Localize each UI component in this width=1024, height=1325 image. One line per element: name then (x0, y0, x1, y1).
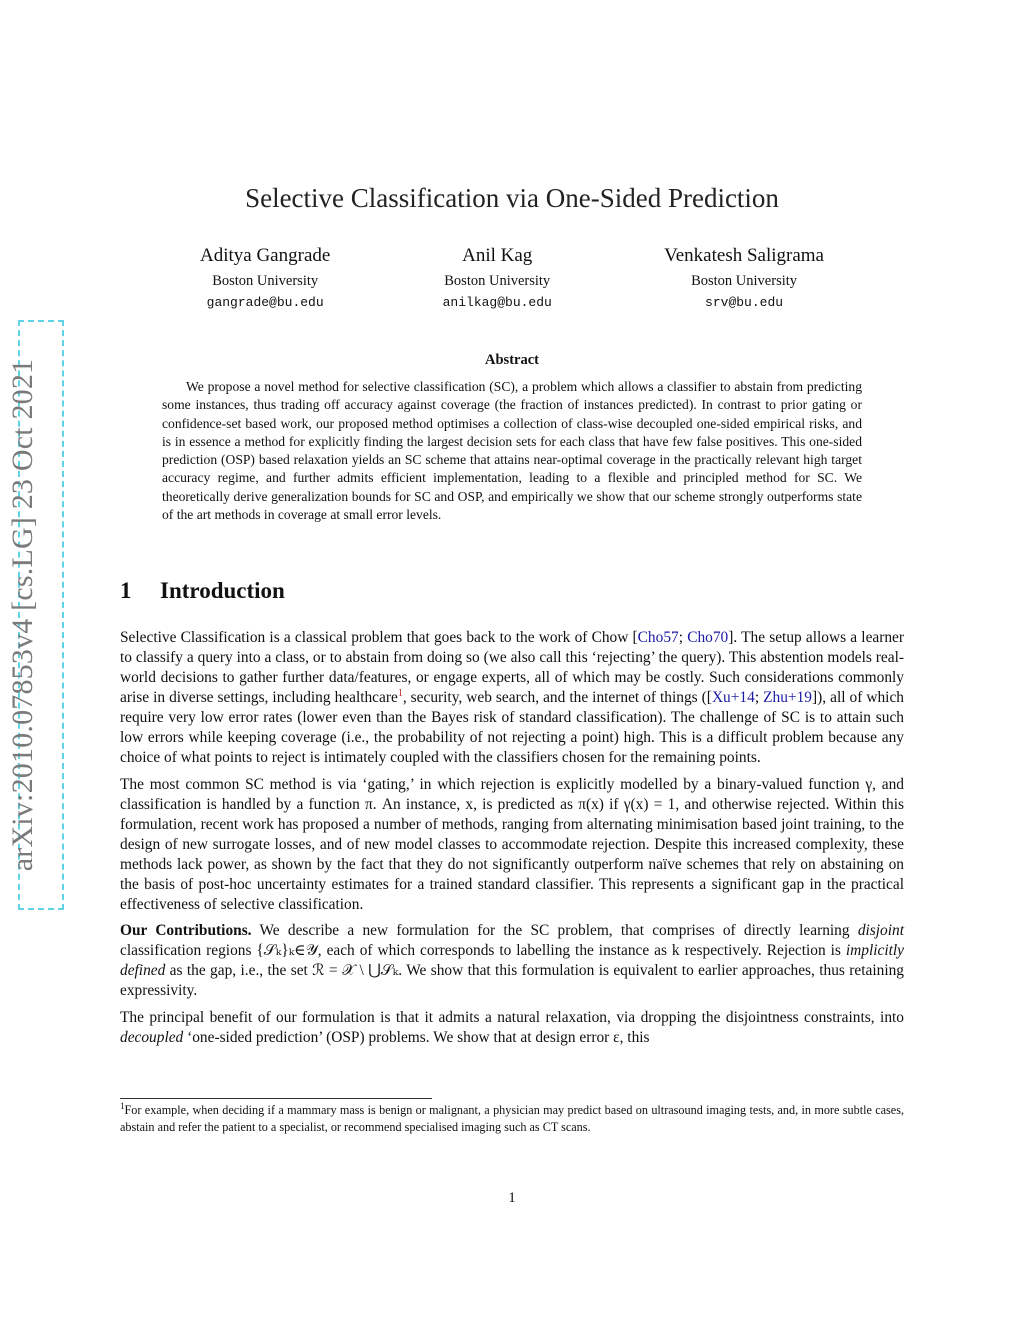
abstract-heading: Abstract (485, 352, 539, 368)
author-name: Anil Kag (462, 245, 533, 266)
text-run: ]. The setup allows a learner to classify a query into a class, or to abstain from doing so (we also call this ‘rejecting’ the query). This abstention models real-world decisions to gather further data/features, or engage experts, all of which may be costly. Such considerations commonly arise in diverse settings, including healthcare (120, 629, 905, 706)
text-run: ‘one-sided prediction’ (OSP) problems. We show that at design error ε, this (183, 1028, 650, 1046)
arxiv-stamp: arXiv:2010.07853v4 [cs.LG] 23 Oct 2021 (6, 358, 39, 872)
text-run: classification regions {𝒮ₖ}ₖ∈𝒴, each of which corresponds to labelling the instance as k respectively. Rejection is (120, 942, 846, 959)
author-affiliation: Boston University (444, 273, 551, 289)
footnote-number: 1 (120, 1100, 125, 1111)
section-number: 1 (120, 578, 132, 603)
page-number: 1 (508, 1190, 516, 1206)
paper-title: Selective Classification via One-Sided Prediction (245, 183, 779, 213)
emphasis: disjoint (857, 922, 904, 939)
text-run: ]), all of which require very low error rates (lower even than the Bayes risk of standard classification). The challenge of SC is to attain such low errors while keeping coverage (i.e., the probability of not rejecting a point) high. This is a difficult problem because any choice of what points to reject is intimately coupled with the classifiers chosen for the remaining points. (120, 689, 904, 766)
emphasis: decoupled (120, 1028, 184, 1046)
author-affiliation: Boston University (691, 273, 798, 289)
abstract-text: We propose a novel method for selective classification (SC), a problem which allows a classifier to abstain from predicting some instances, thus trading off accuracy against coverage (the fraction of instances predicted). In contrast to prior gating or confidence-set based work, our proposed method optimises a collection of class-wise decoupled one-sided empirical risks, and is in essence a method for explicitly finding the largest decision sets for each class that have few false positives. This one-sided prediction (OSP) based relaxation yields an SC scheme that attains near-optimal coverage in the practically relevant high target accuracy regime, and further admits efficient implementation, leading to a flexible and principled method for SC. We theoretically derive generalization bounds for SC and OSP, and empirically we show that our scheme strongly outperforms state of the art methods in coverage at small error levels. (162, 379, 862, 523)
footnote-divider (120, 1098, 432, 1099)
paragraph (120, 921, 904, 1001)
text-run: ; (678, 629, 688, 646)
section-heading (120, 578, 285, 604)
author-email: srv@bu.edu (705, 295, 784, 310)
text-run: as the gap, i.e., the set ℛ = 𝒳 \ ⋃𝒮ₖ. We show that this formulation is equivalent to earlier approaches, thus retaining expressivity. (120, 962, 904, 999)
author-name: Aditya Gangrade (200, 245, 331, 266)
paragraph: The most common SC method is via ‘gating,’ in which rejection is explicitly modelled by a binary-valued function γ, and classification is handled by a function π. An instance, x, is predicted as π(x) if γ(x) = 1, and otherwise rejected. Within this formulation, recent work has proposed a number of methods, ranging from alternating minimisation based joint training, to the design of new surrogate losses, and of new model classes to accommodate rejection. Despite this increased complexity, these methods lack power, as shown by the fact that they do not significantly outperform naïve schemes that rely on abstaining on the basis of post-hoc uncertainty estimates for a trained standard classifier. This represents a significant gap in the practical effectiveness of selective classification. (120, 775, 904, 913)
section-title: Introduction (160, 578, 285, 603)
author-block (443, 244, 552, 314)
author-email: anilkag@bu.edu (442, 295, 552, 310)
footnote (120, 1102, 904, 1135)
citation-link[interactable]: Cho57 (637, 629, 679, 646)
author-block (664, 244, 824, 314)
author-email: gangrade@bu.edu (206, 295, 324, 310)
text-run: ; (754, 689, 764, 706)
author-list (200, 244, 824, 314)
author-affiliation: Boston University (212, 273, 319, 289)
paragraph (120, 1008, 904, 1048)
citation-link[interactable]: Cho70 (687, 629, 729, 646)
body-text (120, 628, 904, 1054)
footnote-marker[interactable]: 1 (397, 687, 403, 699)
text-run: We describe a new formulation for the SC problem, that comprises of directly learning (251, 922, 858, 939)
author-name: Venkatesh Saligrama (664, 245, 824, 266)
citation-link[interactable]: Zhu+19 (763, 689, 812, 706)
run-in-heading: Our Contributions. (120, 922, 252, 939)
text-run: Selective Classification is a classical problem that goes back to the work of Chow [ (120, 629, 638, 646)
text-run: The principal benefit of our formulation is that it admits a natural relaxation, via dropping the disjointness constraints, into (120, 1008, 904, 1026)
emphasis: implicitly defined (120, 942, 904, 979)
text-run: , security, web search, and the internet of things ([ (402, 689, 712, 706)
citation-link[interactable]: Xu+14 (711, 689, 755, 706)
paragraph (120, 628, 904, 768)
footnote-text: For example, when deciding if a mammary mass is benign or malignant, a physician may predict based on ultrasound imaging tests, and, in more subtle cases, abstain and refer the patient to a specialist, or recommend specialised imaging such as CT scans. (120, 1103, 904, 1134)
author-block (200, 244, 330, 314)
